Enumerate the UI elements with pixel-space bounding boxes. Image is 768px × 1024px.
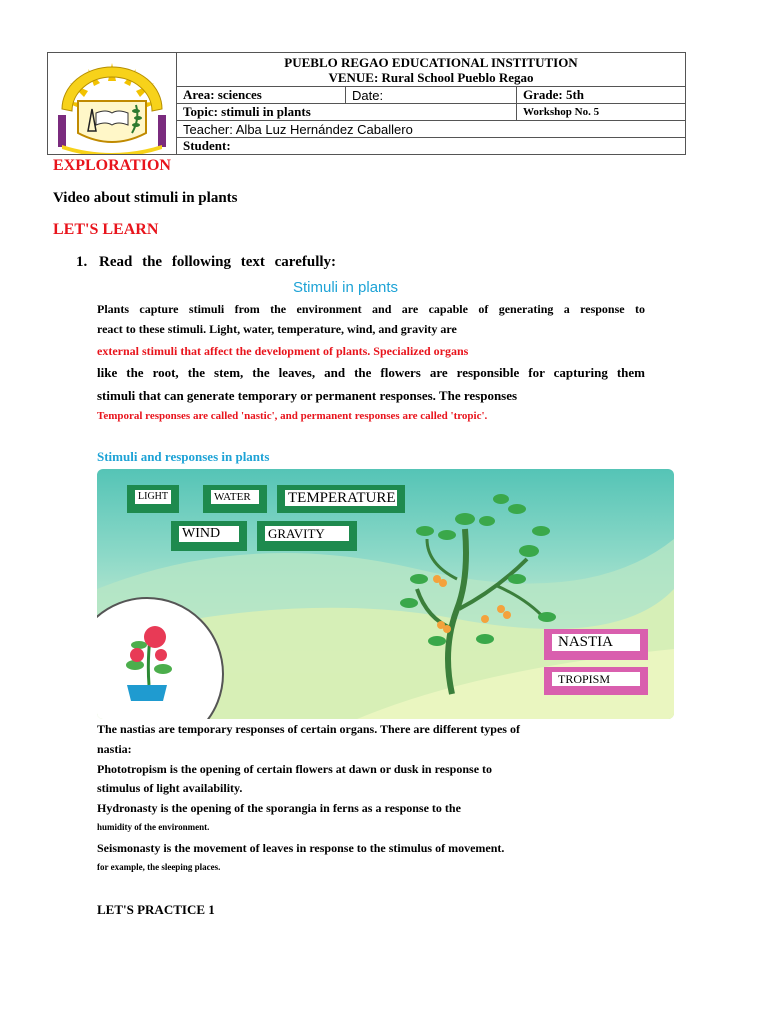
- nastias-line-8: for example, the sleeping places.: [97, 862, 221, 872]
- lets-learn-heading: LET'S LEARN: [53, 221, 159, 238]
- tag-water: WATER: [203, 485, 267, 513]
- instruction-text: Read the following text carefully:: [99, 254, 337, 270]
- nastias-line-2: nastia:: [97, 742, 132, 756]
- practice-heading: LET'S PRACTICE 1: [97, 902, 215, 917]
- response-nastia: NASTIA: [544, 629, 648, 660]
- topic-field: Topic: stimuli in plants: [177, 104, 517, 120]
- institution-header: [177, 53, 685, 87]
- institution-name: PUEBLO REGAO EDUCATIONAL INSTITUTION: [284, 55, 578, 70]
- instruction-number: 1.: [76, 254, 88, 270]
- response-tropism: TROPISM: [544, 667, 648, 695]
- date-field: Date:: [346, 87, 517, 103]
- tag-gravity: GRAVITY: [257, 521, 357, 551]
- header-table: [47, 52, 686, 155]
- reading-title: Stimuli in plants: [293, 279, 399, 296]
- reading-line-5: stimuli that can generate temporary or permanent responses. The responses: [97, 388, 518, 403]
- reading-line-2: react to these stimuli. Light, water, temperature, wind, and gravity are: [97, 322, 457, 336]
- reading-line-3: external stimuli that affect the development of plants. Specialized organs: [97, 344, 469, 358]
- nastias-line-5: Hydronasty is the opening of the sporangia in ferns as a response to the: [97, 801, 461, 815]
- tag-temperature: TEMPERATURE: [277, 485, 405, 513]
- tag-light: LIGHT: [127, 485, 179, 513]
- student-field: Student:: [183, 138, 231, 153]
- nastias-line-3: Phototropism is the opening of certain flowers at dawn or dusk in response to: [97, 762, 493, 776]
- reading-line-4: like the root, the stem, the leaves, and the flowers are responsible for capturing them: [97, 365, 645, 380]
- school-emblem-icon: [48, 53, 176, 154]
- video-line: Video about stimuli in plants: [53, 190, 238, 206]
- tag-wind: WIND: [171, 521, 247, 551]
- nastias-line-6: humidity of the environment.: [97, 822, 210, 832]
- workshop-field: Workshop No. 5: [523, 106, 600, 118]
- figure-title: Stimuli and responses in plants: [97, 449, 270, 464]
- nastias-line-1: The nastias are temporary responses of certain organs. There are different types of: [97, 722, 520, 736]
- venue: VENUE: Rural School Pueblo Regao: [328, 70, 534, 85]
- reading-line-1: Plants capture stimuli from the environment and are capable of generating a response to: [97, 302, 645, 316]
- reading-line-6: Temporal responses are called 'nastic', and permanent responses are called 'tropic'.: [97, 410, 488, 422]
- school-logo: [48, 53, 177, 154]
- teacher-field: Teacher: Alba Luz Hernández Caballero: [183, 121, 413, 137]
- stimuli-illustration: [97, 469, 674, 719]
- grade-field: Grade: 5th: [523, 87, 585, 102]
- area-field: Area: sciences: [177, 87, 346, 103]
- nastias-line-4: stimulus of light availability.: [97, 781, 243, 795]
- exploration-heading: EXPLORATION: [53, 157, 171, 174]
- nastias-line-7: Seismonasty is the movement of leaves in response to the stimulus of movement.: [97, 841, 505, 855]
